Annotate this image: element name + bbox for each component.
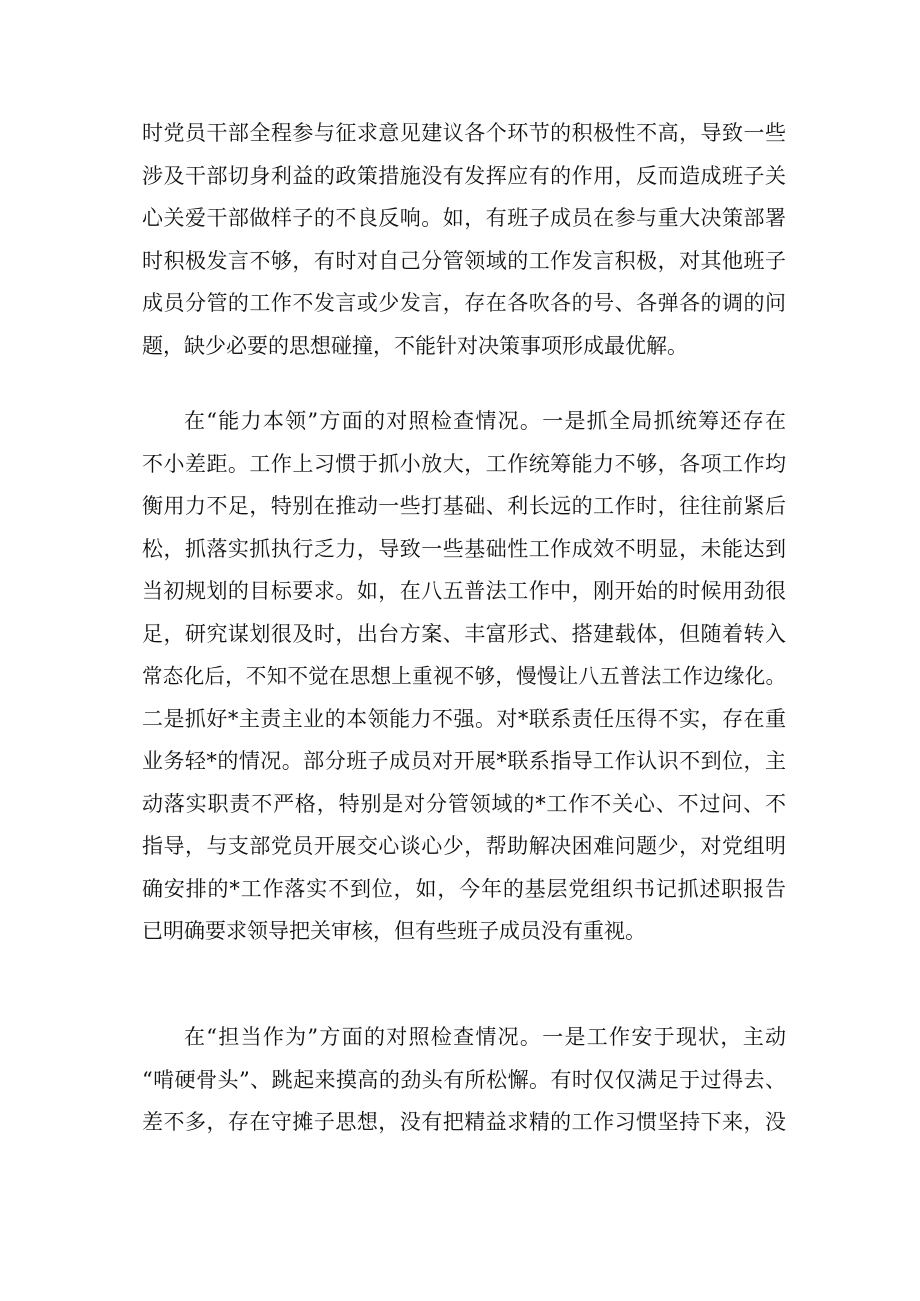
text-line: 二是抓好*主责主业的本领能力不强。对*联系责任压得不实，存在重 [142,707,786,731]
text-line: 已明确要求领导把关审核，但有些班子成员没有重视。 [142,919,646,943]
text-line: 指导，与支部党员开展交心谈心少，帮助解决困难问题少，对党组明 [142,834,786,858]
text-line: 心关爱干部做样子的不良反响。如，有班子成员在参与重大决策部署 [142,206,786,230]
text-line: 衡用力不足，特别在推动一些打基础、利长远的工作时，往往前紧后 [142,494,786,518]
text-line: 不小差距。工作上习惯于抓小放大，工作统筹能力不够，各项工作均 [142,452,786,476]
text-line: 时党员干部全程参与征求意见建议各个环节的积极性不高，导致一些 [142,121,786,145]
text-line: 常态化后，不知不觉在思想上重视不够，慢慢让八五普法工作边缘化。 [142,664,786,688]
text-line: 动落实职责不严格，特别是对分管领域的*工作不关心、不过问、不 [142,792,786,816]
text-line: 足，研究谋划很及时，出台方案、丰富形式、搭建载体，但随着转入 [142,622,786,646]
text-line: 涉及干部切身利益的政策措施没有发挥应有的作用，反而造成班子关 [142,164,786,188]
text-line: 当初规划的目标要求。如，在八五普法工作中，刚开始的时候用劲很 [142,579,786,603]
text-line: 差不多，存在守摊子思想，没有把精益求精的工作习惯坚持下来，没 [142,1110,786,1134]
text-line: “啃硬骨头”、跳起来摸高的劲头有所松懈。有时仅仅满足于过得去、 [142,1068,786,1092]
text-line: 成员分管的工作不发言或少发言，存在各吹各的号、各弹各的调的问 [142,291,786,315]
text-line-first: 在“能力本领”方面的对照检查情况。一是抓全局抓统筹还存在 [184,409,786,433]
text-line: 时积极发言不够，有时对自己分管领域的工作发言积极，对其他班子 [142,249,786,273]
text-line: 确安排的*工作落实不到位，如，今年的基层党组织书记抓述职报告 [142,877,786,901]
text-line: 业务轻*的情况。部分班子成员对开展*联系指导工作认识不到位，主 [142,749,786,773]
text-line: 松，抓落实抓执行乏力，导致一些基础性工作成效不明显，未能达到 [142,537,786,561]
text-line-first: 在“担当作为”方面的对照检查情况。一是工作安于现状，主动 [184,1025,786,1049]
text-line: 题，缺少必要的思想碰撞，不能针对决策事项形成最优解。 [142,334,688,358]
